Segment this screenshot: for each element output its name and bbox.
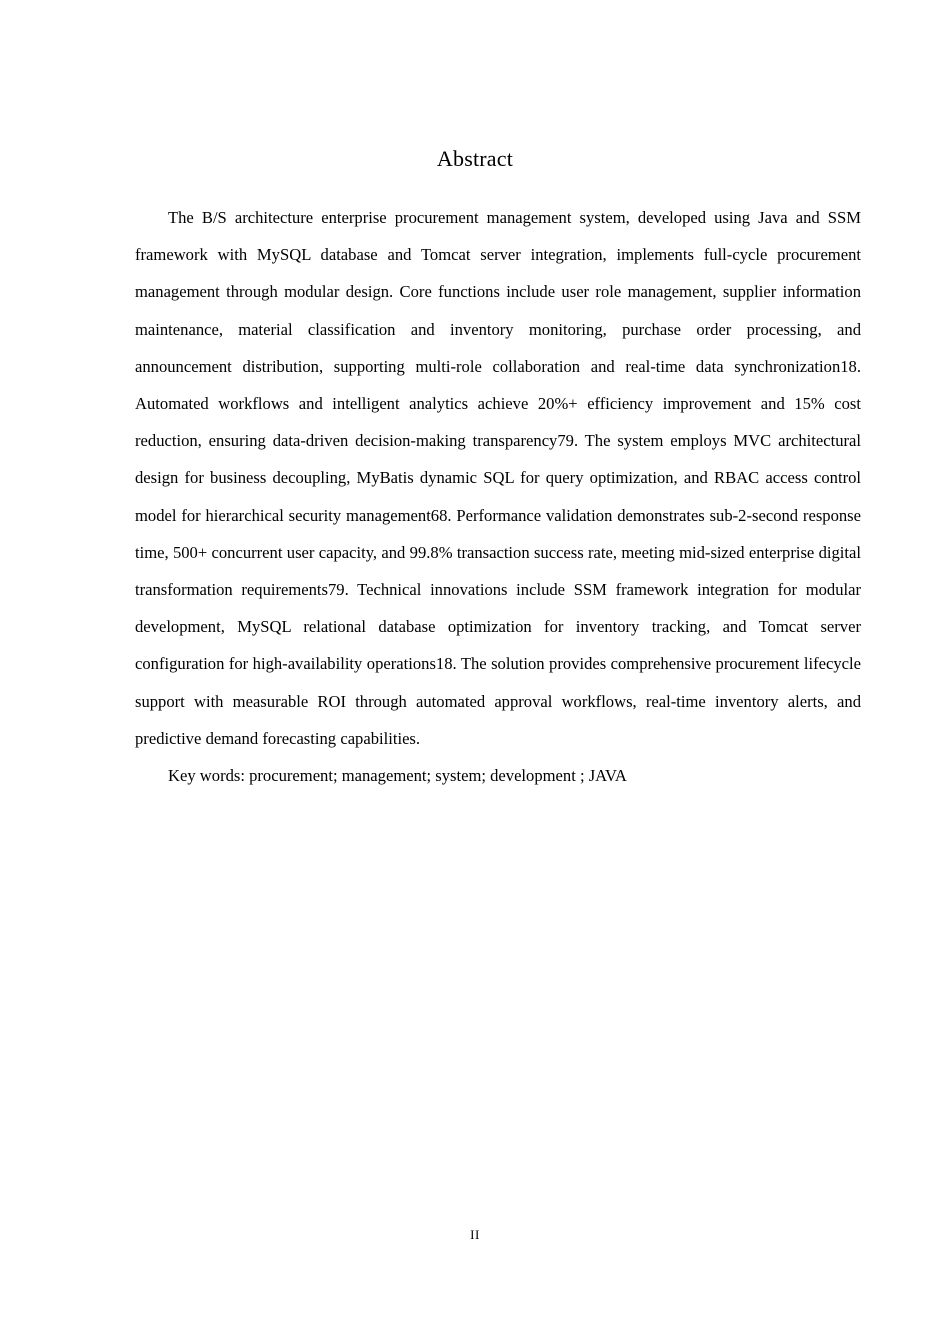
page-number-footer: II xyxy=(470,1227,480,1242)
abstract-body xyxy=(135,199,861,794)
keywords-line: Key words: procurement; management; system; development ; JAVA xyxy=(168,766,627,786)
page-title: Abstract xyxy=(436,146,514,171)
abstract-paragraph: The B/S architecture enterprise procurement management system, developed using Java and SSM framework with MySQL database and Tomcat server integration, implements full-cycle procurement management through modular design. Core functions include user role management, supplier information maintenance, material classification and inventory monitoring, purchase order processing, and announcement distribution, supporting multi-role collaboration and real-time data synchronization18. Automated workflows and intelligent analytics achieve 20%+ efficiency improvement and 15% cost reduction, ensuring data-driven decision-making transparency79. The system employs MVC architectural design for business decoupling, MyBatis dynamic SQL for query optimization, and RBAC access control model for hierarchical security management68. Performance validation demonstrates sub-2-second response time, 500+ concurrent user capacity, and 99.8% transaction success rate, meeting mid-sized enterprise digital transformation requirements79. Technical innovations include SSM framework integration for modular development, MySQL relational database optimization for inventory tracking, and Tomcat server configuration for high-availability operations18. The solution provides comprehensive procurement lifecycle support with measurable ROI through automated approval workflows, real-time inventory alerts, and predictive demand forecasting capabilities. xyxy=(135,208,861,748)
